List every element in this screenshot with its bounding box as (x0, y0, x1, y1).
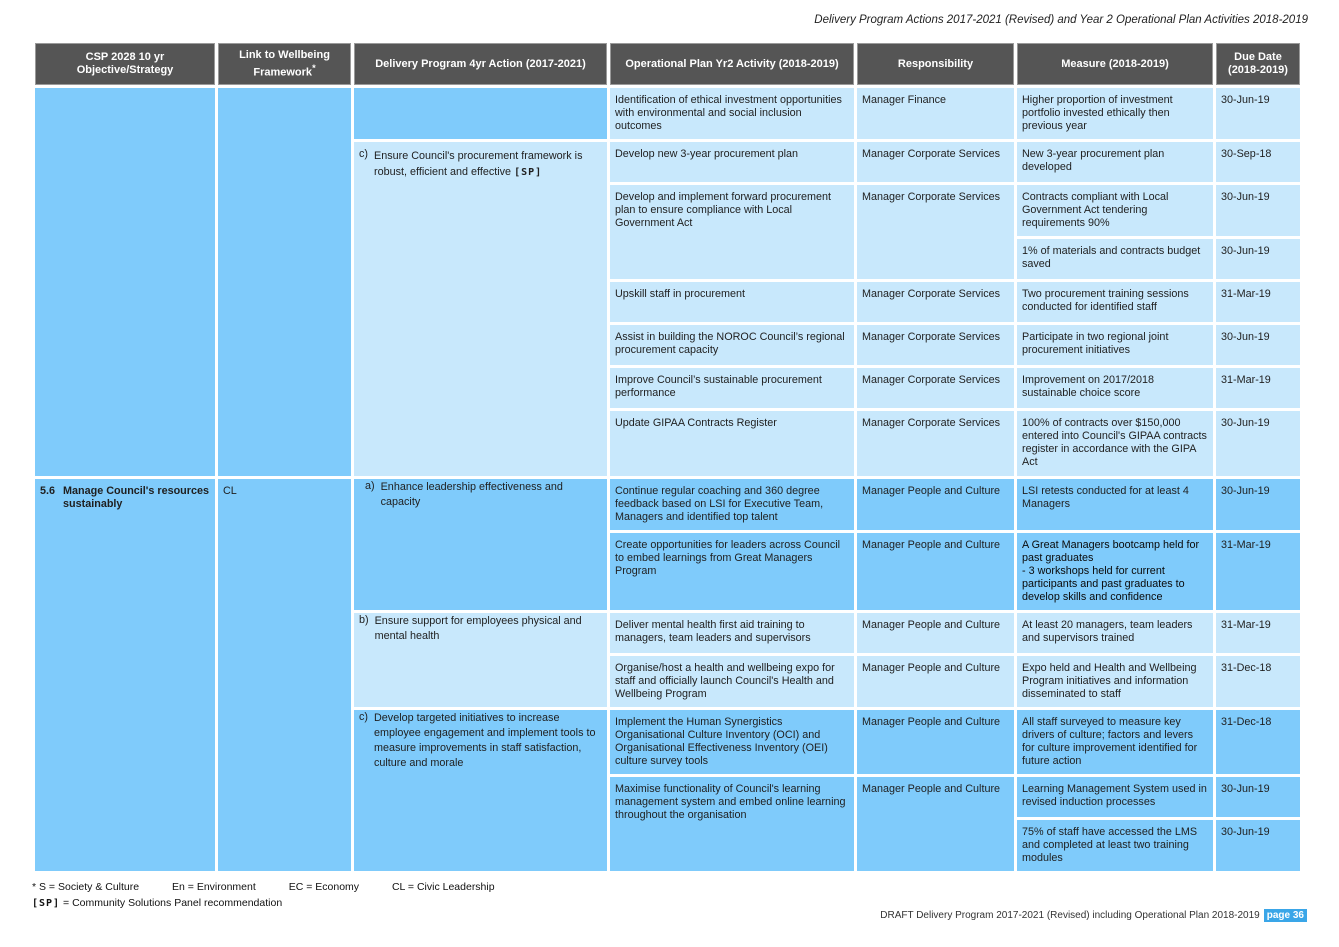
responsibility-cell: Manager People and Culture (856, 655, 1016, 709)
table-header-row (34, 42, 1302, 87)
measure-cell: All staff surveyed to measure key drivers of culture; factors and levers for culture improvement identified for future action (1016, 709, 1215, 776)
action-cell (353, 141, 609, 478)
legend-sp-text: = Community Solutions Panel recommendation (63, 897, 283, 909)
due-date-cell: 30-Jun-19 (1215, 410, 1302, 478)
action-text: Enhance leadership effectiveness and capacity (380, 481, 563, 508)
responsibility-cell: Manager Corporate Services (856, 324, 1016, 367)
legend-economy: EC = Economy (288, 881, 360, 893)
activity-cell: Implement the Human Synergistics Organisational Culture Inventory (OCI) and Organisational Effectiveness Inventory (OEI) culture survey tools (609, 709, 856, 776)
header-due-date: Due Date (2018-2019) (1215, 42, 1302, 87)
footer-text: DRAFT Delivery Program 2017-2021 (Revised) including Operational Plan 2018-2019 (880, 910, 1260, 921)
objective-number: 5.6 (40, 485, 56, 497)
responsibility-cell: Manager People and Culture (856, 709, 1016, 776)
document-title: Delivery Program Actions 2017-2021 (Revised) and Year 2 Operational Plan Activities 2018-2019 (814, 14, 1308, 26)
responsibility-cell: Manager Corporate Services (856, 410, 1016, 478)
legend-society: * S = Society & Culture (32, 881, 140, 893)
due-date-cell: 30-Jun-19 (1215, 776, 1302, 819)
measure-cell: Learning Management System used in revised induction processes (1016, 776, 1215, 819)
header-delivery-program: Delivery Program 4yr Action (2017-2021) (353, 42, 609, 87)
due-date-cell: 30-Jun-19 (1215, 184, 1302, 238)
action-label: b) (359, 614, 369, 626)
responsibility-cell: Manager People and Culture (856, 532, 1016, 612)
objective-text: Manage Council's resources sustainably (63, 485, 209, 510)
measure-cell: 1% of materials and contracts budget saved (1016, 238, 1215, 281)
responsibility-cell: Manager People and Culture (856, 776, 1016, 873)
due-date-cell: 30-Sep-18 (1215, 141, 1302, 184)
activity-cell: Deliver mental health first aid training to managers, team leaders and supervisors (609, 612, 856, 655)
activity-cell: Develop and implement forward procurement plan to ensure compliance with Local Government Act (609, 184, 856, 281)
plan-table (32, 40, 1303, 874)
legend (32, 879, 525, 912)
link-cell (217, 87, 353, 478)
responsibility-cell: Manager Corporate Services (856, 367, 1016, 410)
activity-cell: Create opportunities for leaders across Council to embed learnings from Great Managers Program (609, 532, 856, 612)
legend-civic: CL = Civic Leadership (391, 881, 495, 893)
responsibility-cell: Manager Corporate Services (856, 281, 1016, 324)
measure-cell: 75% of staff have accessed the LMS and completed at least two training modules (1016, 819, 1215, 873)
measure-cell: LSI retests conducted for at least 4 Managers (1016, 478, 1215, 532)
legend-sp-row (32, 895, 525, 912)
measure-cell: Higher proportion of investment portfolio invested ethically then previous year (1016, 87, 1215, 141)
due-date-cell: 31-Mar-19 (1215, 532, 1302, 612)
link-cell: CL (217, 478, 353, 873)
action-text: Ensure support for employees physical and mental health (374, 615, 582, 642)
header-link: Link to Wellbeing Framework* (217, 42, 353, 87)
legend-environment: En = Environment (172, 881, 256, 893)
sp-tag: [SP] (32, 898, 61, 909)
due-date-cell: 31-Mar-19 (1215, 612, 1302, 655)
activity-cell: Maximise functionality of Council's learning management system and embed online learning throughout the organisation (609, 776, 856, 873)
footer (880, 909, 1307, 922)
due-date-cell: 30-Jun-19 (1215, 819, 1302, 873)
measure-cell: 100% of contracts over $150,000 entered into Council's GIPAA contracts register in accordance with the GIPA Act (1016, 410, 1215, 478)
activity-cell: Upskill staff in procurement (609, 281, 856, 324)
activity-cell: Continue regular coaching and 360 degree feedback based on LSI for Executive Team, Managers and identified top talent (609, 478, 856, 532)
responsibility-cell: Manager People and Culture (856, 478, 1016, 532)
responsibility-cell: Manager Finance (856, 87, 1016, 141)
action-text: Ensure Council's procurement framework is robust, efficient and effective (374, 150, 583, 178)
csp-objective-cell (34, 478, 217, 873)
activity-cell: Organise/host a health and wellbeing expo for staff and officially launch Council's Health and Wellbeing Program (609, 655, 856, 709)
responsibility-cell: Manager Corporate Services (856, 141, 1016, 184)
activity-cell: Update GIPAA Contracts Register (609, 410, 856, 478)
measure-cell: Contracts compliant with Local Government Act tendering requirements 90% (1016, 184, 1215, 238)
action-cell (353, 612, 609, 709)
action-label: c) (359, 148, 368, 160)
page-number: page 36 (1264, 909, 1307, 922)
table-row (34, 87, 1302, 141)
activity-cell: Develop new 3-year procurement plan (609, 141, 856, 184)
csp-cell (34, 87, 217, 478)
measure-cell: New 3-year procurement plan developed (1016, 141, 1215, 184)
due-date-cell: 30-Jun-19 (1215, 87, 1302, 141)
measure-cell: A Great Managers bootcamp held for past graduates - 3 workshops held for current participants and past graduates to develop skills and confidence (1016, 532, 1215, 612)
action-cell (353, 87, 609, 141)
activity-cell: Improve Council’s sustainable procurement performance (609, 367, 856, 410)
due-date-cell: 30-Jun-19 (1215, 478, 1302, 532)
action-text: Develop targeted initiatives to increase employee engagement and implement tools to measure improvements in staff satisfaction, culture and morale (374, 712, 596, 769)
due-date-cell: 31-Dec-18 (1215, 709, 1302, 776)
due-date-cell: 30-Jun-19 (1215, 324, 1302, 367)
action-cell (353, 709, 609, 873)
activity-cell: Identification of ethical investment opportunities with environmental and social inclusion outcomes (609, 87, 856, 141)
action-cell (353, 478, 609, 612)
responsibility-cell: Manager Corporate Services (856, 184, 1016, 281)
responsibility-cell: Manager People and Culture (856, 612, 1016, 655)
legend-row (32, 879, 525, 895)
due-date-cell: 31-Mar-19 (1215, 367, 1302, 410)
due-date-cell: 31-Mar-19 (1215, 281, 1302, 324)
header-measure: Measure (2018-2019) (1016, 42, 1215, 87)
action-label: a) (365, 480, 375, 492)
measure-cell: Participate in two regional joint procurement initiatives (1016, 324, 1215, 367)
header-csp: CSP 2028 10 yr Objective/Strategy (34, 42, 217, 87)
measure-cell: Two procurement training sessions conducted for identified staff (1016, 281, 1215, 324)
header-operational-plan: Operational Plan Yr2 Activity (2018-2019) (609, 42, 856, 87)
due-date-cell: 30-Jun-19 (1215, 238, 1302, 281)
table-row (34, 478, 1302, 532)
action-label: c) (359, 711, 368, 723)
sp-tag: [SP] (514, 167, 543, 178)
activity-cell: Assist in building the NOROC Council’s regional procurement capacity (609, 324, 856, 367)
measure-cell: At least 20 managers, team leaders and supervisors trained (1016, 612, 1215, 655)
header-responsibility: Responsibility (856, 42, 1016, 87)
measure-cell: Expo held and Health and Wellbeing Program initiatives and information disseminated to staff (1016, 655, 1215, 709)
measure-cell: Improvement on 2017/2018 sustainable choice score (1016, 367, 1215, 410)
due-date-cell: 31-Dec-18 (1215, 655, 1302, 709)
